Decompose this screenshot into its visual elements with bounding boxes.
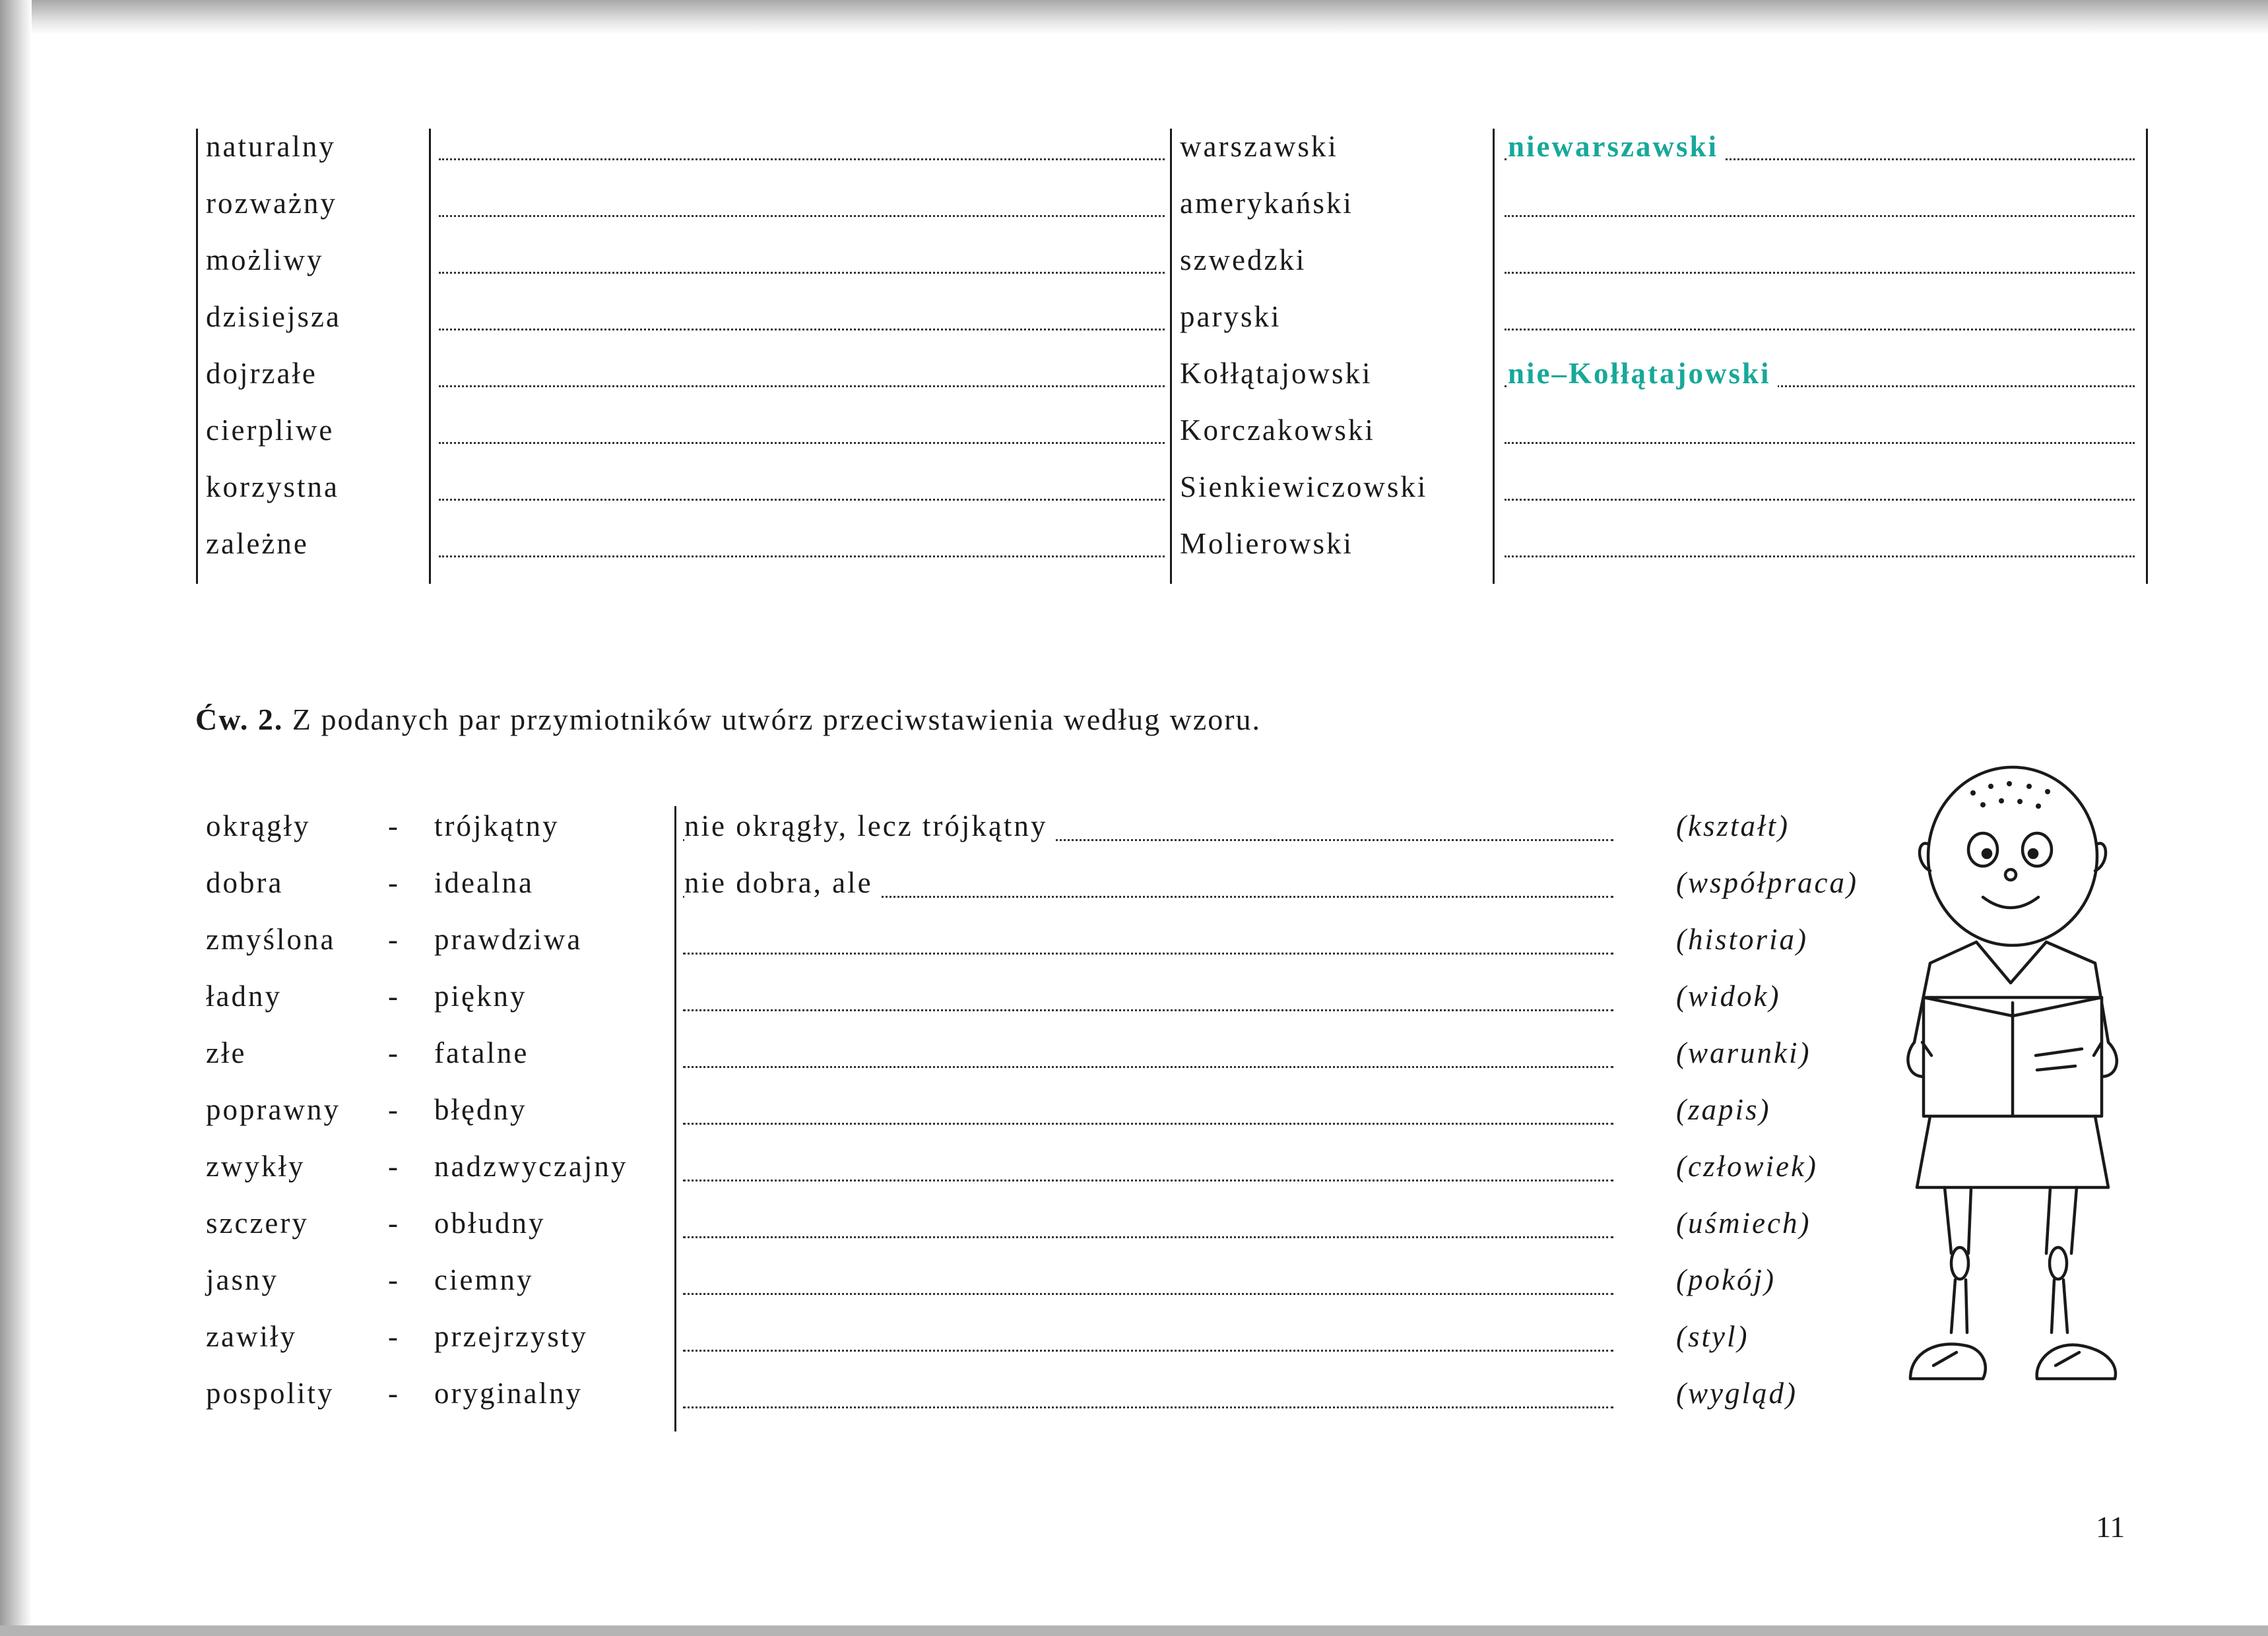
ex2-adjective-b: błędny — [434, 1093, 527, 1126]
ex1-answer-line-left[interactable] — [439, 272, 1165, 274]
ex2-adjective-b: trójkątny — [434, 809, 560, 842]
ex2-adjective-a: jasny — [206, 1263, 278, 1296]
ex2-dash: - — [388, 923, 400, 956]
ex2-noun-hint: (wygląd) — [1676, 1377, 1798, 1410]
ex1-right-word: Sienkiewiczowski — [1180, 470, 1428, 503]
ex2-dash: - — [388, 1150, 400, 1183]
ex2-adjective-a: okrągły — [206, 809, 311, 842]
ex2-answer-line[interactable] — [683, 1066, 1613, 1068]
page-edge-bottom — [0, 1625, 2268, 1636]
ex2-adjective-a: złe — [206, 1036, 247, 1069]
ex2-answer-line[interactable] — [683, 1293, 1613, 1295]
ex1-right-word: Kołłątajowski — [1180, 357, 1373, 390]
ex1-right-word: szwedzki — [1180, 243, 1307, 276]
ex1-left-word: możliwy — [206, 243, 324, 276]
ex2-answer-line[interactable] — [683, 1350, 1613, 1352]
ex1-answer-line-right[interactable] — [1505, 555, 2135, 557]
ex1-answer-line-right[interactable] — [1505, 272, 2135, 274]
exercise2-instruction: Z podanych par przymiotników utwórz przeciwstawienia według wzoru. — [292, 703, 1262, 736]
table-border-mid2 — [1170, 129, 1172, 584]
ex1-answer-line-right[interactable] — [1505, 215, 2135, 217]
ex2-adjective-a: pospolity — [206, 1377, 335, 1410]
ex2-dash: - — [388, 866, 400, 899]
ex1-answer-line-left[interactable] — [439, 215, 1165, 217]
exercise2-divider — [674, 806, 676, 1432]
page-edge-left — [0, 0, 32, 1636]
page-number: 11 — [2096, 1510, 2125, 1544]
ex2-noun-hint: (człowiek) — [1676, 1150, 1818, 1183]
ex2-adjective-a: zawiły — [206, 1320, 297, 1353]
ex1-answer-line-right[interactable] — [1505, 329, 2135, 330]
ex2-noun-hint: (kształt) — [1676, 809, 1790, 842]
ex2-dash: - — [388, 1207, 400, 1240]
ex2-dash: - — [388, 1036, 400, 1069]
ex2-answer-line[interactable] — [683, 1123, 1613, 1125]
exercise2-title — [195, 702, 1261, 737]
ex2-answer-line[interactable] — [683, 953, 1613, 955]
ex2-adjective-b: nadzwyczajny — [434, 1150, 628, 1183]
ex2-adjective-b: fatalne — [434, 1036, 529, 1069]
ex2-adjective-b: oryginalny — [434, 1377, 583, 1410]
ex2-adjective-a: dobra — [206, 866, 284, 899]
ex1-left-word: dojrzałe — [206, 357, 317, 390]
ex2-answer-line[interactable] — [683, 1406, 1613, 1408]
table-border-mid3 — [1493, 129, 1495, 584]
ex2-adjective-b: idealna — [434, 866, 534, 899]
page-edge-top — [0, 0, 2268, 34]
ex2-dash: - — [388, 1377, 400, 1410]
ex2-adjective-b: ciemny — [434, 1263, 534, 1296]
ex2-adjective-a: zmyślona — [206, 923, 336, 956]
table-border-right — [2146, 129, 2148, 584]
ex2-answer-line[interactable] — [683, 1180, 1613, 1181]
boy-reading-book-icon — [1884, 765, 2148, 1432]
ex1-answer-line-left[interactable] — [439, 158, 1165, 160]
ex1-example-answer: niewarszawski — [1508, 132, 1725, 162]
ex2-noun-hint: (styl) — [1676, 1320, 1749, 1353]
exercise2-label: Ćw. 2. — [195, 703, 284, 736]
ex1-right-word: Korczakowski — [1180, 414, 1375, 447]
ex1-right-word: Molierowski — [1180, 527, 1353, 560]
ex2-noun-hint: (współpraca) — [1676, 866, 1858, 899]
table-border-mid1 — [429, 129, 431, 584]
ex2-dash: - — [388, 980, 400, 1013]
ex1-left-word: naturalny — [206, 130, 336, 163]
ex2-adjective-a: szczery — [206, 1207, 309, 1240]
table-border-left — [196, 129, 198, 584]
ex2-dash: - — [388, 1263, 400, 1296]
ex2-adjective-b: piękny — [434, 980, 527, 1013]
ex2-adjective-b: prawdziwa — [434, 923, 583, 956]
ex2-adjective-a: ładny — [206, 980, 282, 1013]
ex2-answer-line[interactable] — [683, 1009, 1613, 1011]
ex1-answer-line-left[interactable] — [439, 555, 1165, 557]
ex2-adjective-b: obłudny — [434, 1207, 546, 1240]
ex2-noun-hint: (historia) — [1676, 923, 1809, 956]
ex1-answer-line-right[interactable] — [1505, 442, 2135, 444]
ex2-adjective-a: zwykły — [206, 1150, 306, 1183]
ex1-right-word: amerykański — [1180, 187, 1353, 220]
ex2-dash: - — [388, 1093, 400, 1126]
ex1-right-word: warszawski — [1180, 130, 1338, 163]
ex1-left-word: zależne — [206, 527, 309, 560]
ex2-noun-hint: (zapis) — [1676, 1093, 1771, 1126]
ex2-noun-hint: (uśmiech) — [1676, 1207, 1811, 1240]
ex1-answer-line-left[interactable] — [439, 329, 1165, 330]
ex2-adjective-a: poprawny — [206, 1093, 340, 1126]
ex1-left-word: cierpliwe — [206, 414, 335, 447]
ex1-answer-line-left[interactable] — [439, 385, 1165, 387]
ex1-example-answer: nie–Kołłątajowski — [1508, 359, 1778, 389]
ex2-example-answer: nie dobra, ale — [684, 868, 881, 898]
ex1-answer-line-left[interactable] — [439, 442, 1165, 444]
ex2-noun-hint: (widok) — [1676, 980, 1781, 1013]
ex2-dash: - — [388, 809, 400, 842]
ex2-noun-hint: (warunki) — [1676, 1036, 1811, 1069]
ex1-left-word: rozważny — [206, 187, 337, 220]
ex2-noun-hint: (pokój) — [1676, 1263, 1776, 1296]
ex2-dash: - — [388, 1320, 400, 1353]
ex1-left-word: korzystna — [206, 470, 339, 503]
ex1-left-word: dzisiejsza — [206, 300, 341, 333]
ex1-answer-line-right[interactable] — [1505, 499, 2135, 501]
ex1-right-word: paryski — [1180, 300, 1281, 333]
ex2-answer-line[interactable] — [683, 1236, 1613, 1238]
ex1-answer-line-left[interactable] — [439, 499, 1165, 501]
ex2-adjective-b: przejrzysty — [434, 1320, 588, 1353]
ex2-example-answer: nie okrągły, lecz trójkątny — [684, 811, 1055, 841]
